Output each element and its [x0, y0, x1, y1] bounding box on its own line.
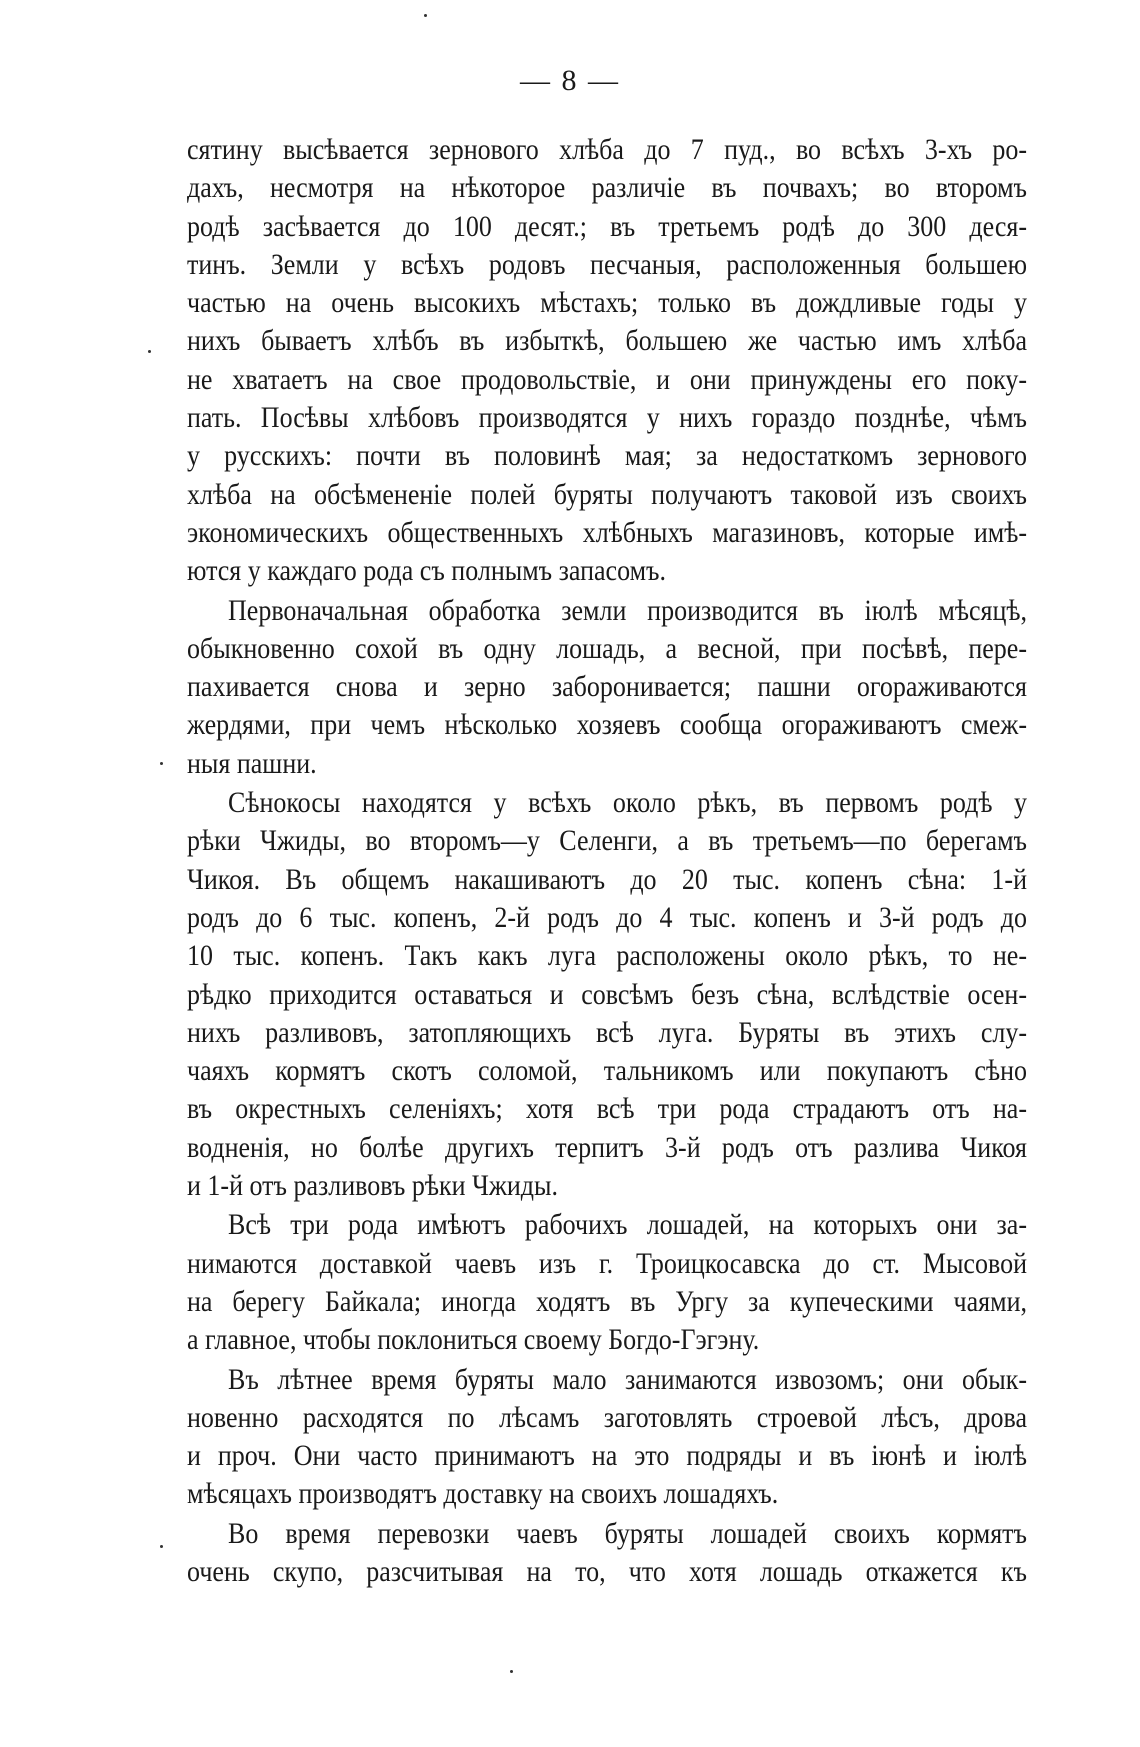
text-line: у русскихъ: почти въ половинѣ мая; за недостаткомъ зернового	[187, 439, 1027, 473]
scan-speck	[510, 1670, 513, 1673]
text-line: Сѣнокосы находятся у всѣхъ около рѣкъ, въ первомъ родѣ у	[228, 786, 1027, 819]
text-line: 10 тыс. копенъ. Такъ какъ луга расположены около рѣкъ, то не-	[187, 939, 1027, 972]
scan-speck	[424, 14, 427, 17]
text-line: нихъ бываетъ хлѣбъ въ избыткѣ, большею же частью имъ хлѣба	[187, 324, 1027, 358]
text-body	[187, 131, 1027, 1591]
text-line: сятину высѣвается зернового хлѣба до 7 пуд., во всѣхъ 3-хъ ро-	[187, 133, 1027, 166]
scan-speck	[160, 1545, 163, 1548]
text-line: хлѣба на обсѣмененіе полей буряты получаютъ таковой изъ своихъ	[187, 477, 1027, 511]
text-line: пать. Посѣвы хлѣбовъ производятся у нихъ гораздо позднѣе, чѣмъ	[187, 401, 1027, 434]
paragraph	[187, 1515, 1027, 1592]
text-line: и 1-й отъ разливовъ рѣки Чжиды.	[187, 1169, 558, 1202]
text-line: родъ до 6 тыс. копенъ, 2-й родъ до 4 тыс. копенъ и 3-й родъ до	[187, 901, 1027, 934]
text-line: мѣсяцахъ производятъ доставку на своихъ лошадяхъ.	[187, 1477, 779, 1511]
text-line: и проч. Они часто принимаютъ на это подряды и въ іюнѣ и іюлѣ	[187, 1439, 1027, 1472]
page-number: — 8 —	[520, 64, 620, 97]
text-line: новенно расходятся по лѣсамъ заготовлять строевой лѣсъ, дрова	[187, 1400, 1027, 1434]
text-line: ныя пашни.	[187, 746, 317, 780]
text-line: чаяхъ кормятъ скотъ соломой, тальникомъ или покупаютъ сѣно	[187, 1054, 1027, 1087]
text-line: Во время перевозки чаевъ буряты лошадей своихъ кормятъ	[228, 1516, 1027, 1550]
text-line: частью на очень высокихъ мѣстахъ; только въ дождливые годы у	[187, 286, 1027, 319]
text-line: водненія, но болѣе другихъ терпитъ 3-й родъ отъ разлива Чикоя	[187, 1130, 1027, 1164]
paragraph	[187, 784, 1027, 1205]
text-line: пахивается снова и зерно заборонивается; пашни огораживаются	[187, 670, 1027, 703]
scan-speck	[160, 762, 163, 765]
paragraph	[187, 1206, 1027, 1359]
text-line: ются у каждаго рода съ полнымъ запасомъ.	[187, 554, 666, 587]
text-line: очень скупо, разсчитывая на то, что хотя лошадь откажется къ	[187, 1555, 1027, 1588]
scan-speck	[148, 350, 151, 353]
text-line: дахъ, несмотря на нѣкоторое различіе въ почвахъ; во второмъ	[187, 171, 1027, 204]
paragraph	[187, 592, 1027, 783]
text-line: не хватаетъ на свое продовольствіе, и они принуждены его поку-	[187, 362, 1027, 396]
text-line: нимаются доставкой чаевъ изъ г. Троицкосавска до ст. Мысовой	[187, 1246, 1027, 1280]
text-line: нихъ разливовъ, затопляющихъ всѣ луга. Буряты въ этихъ слу-	[187, 1016, 1027, 1049]
text-line: обыкновенно сохой въ одну лошадь, а весной, при посѣвѣ, пере-	[187, 632, 1027, 665]
text-line: Всѣ три рода имѣютъ рабочихъ лошадей, на которыхъ они за-	[228, 1208, 1027, 1241]
paragraph	[187, 131, 1027, 591]
text-line: въ окрестныхъ селеніяхъ; хотя всѣ три рода страдаютъ отъ на-	[187, 1092, 1027, 1126]
text-line: Чикоя. Въ общемъ накашиваютъ до 20 тыс. копенъ сѣна: 1-й	[187, 862, 1027, 896]
text-line: тинъ. Земли у всѣхъ родовъ песчаныя, расположенныя большею	[187, 248, 1027, 281]
text-line: жердями, при чемъ нѣсколько хозяевъ сообща огораживаютъ смеж-	[187, 708, 1027, 742]
paragraph	[187, 1361, 1027, 1514]
text-line: экономическихъ общественныхъ хлѣбныхъ магазиновъ, которые имѣ-	[187, 516, 1027, 549]
text-line: Первоначальная обработка земли производится въ іюлѣ мѣсяцѣ,	[228, 593, 1027, 627]
text-line: Въ лѣтнее время буряты мало занимаются извозомъ; они обык-	[228, 1362, 1027, 1396]
text-line: а главное, чтобы поклониться своему Богдо-Гэгэну.	[187, 1323, 760, 1356]
text-line: рѣки Чжиды, во второмъ—у Селенги, а въ третьемъ—по берегамъ	[187, 824, 1027, 858]
text-line: рѣдко приходится оставаться и совсѣмъ безъ сѣна, вслѣдствіе осен-	[187, 977, 1027, 1011]
text-line: на берегу Байкала; иногда ходятъ въ Ургу за купеческими чаями,	[187, 1285, 1027, 1318]
text-line: родѣ засѣвается до 100 десят.; въ третьемъ родѣ до 300 деся-	[187, 209, 1027, 243]
